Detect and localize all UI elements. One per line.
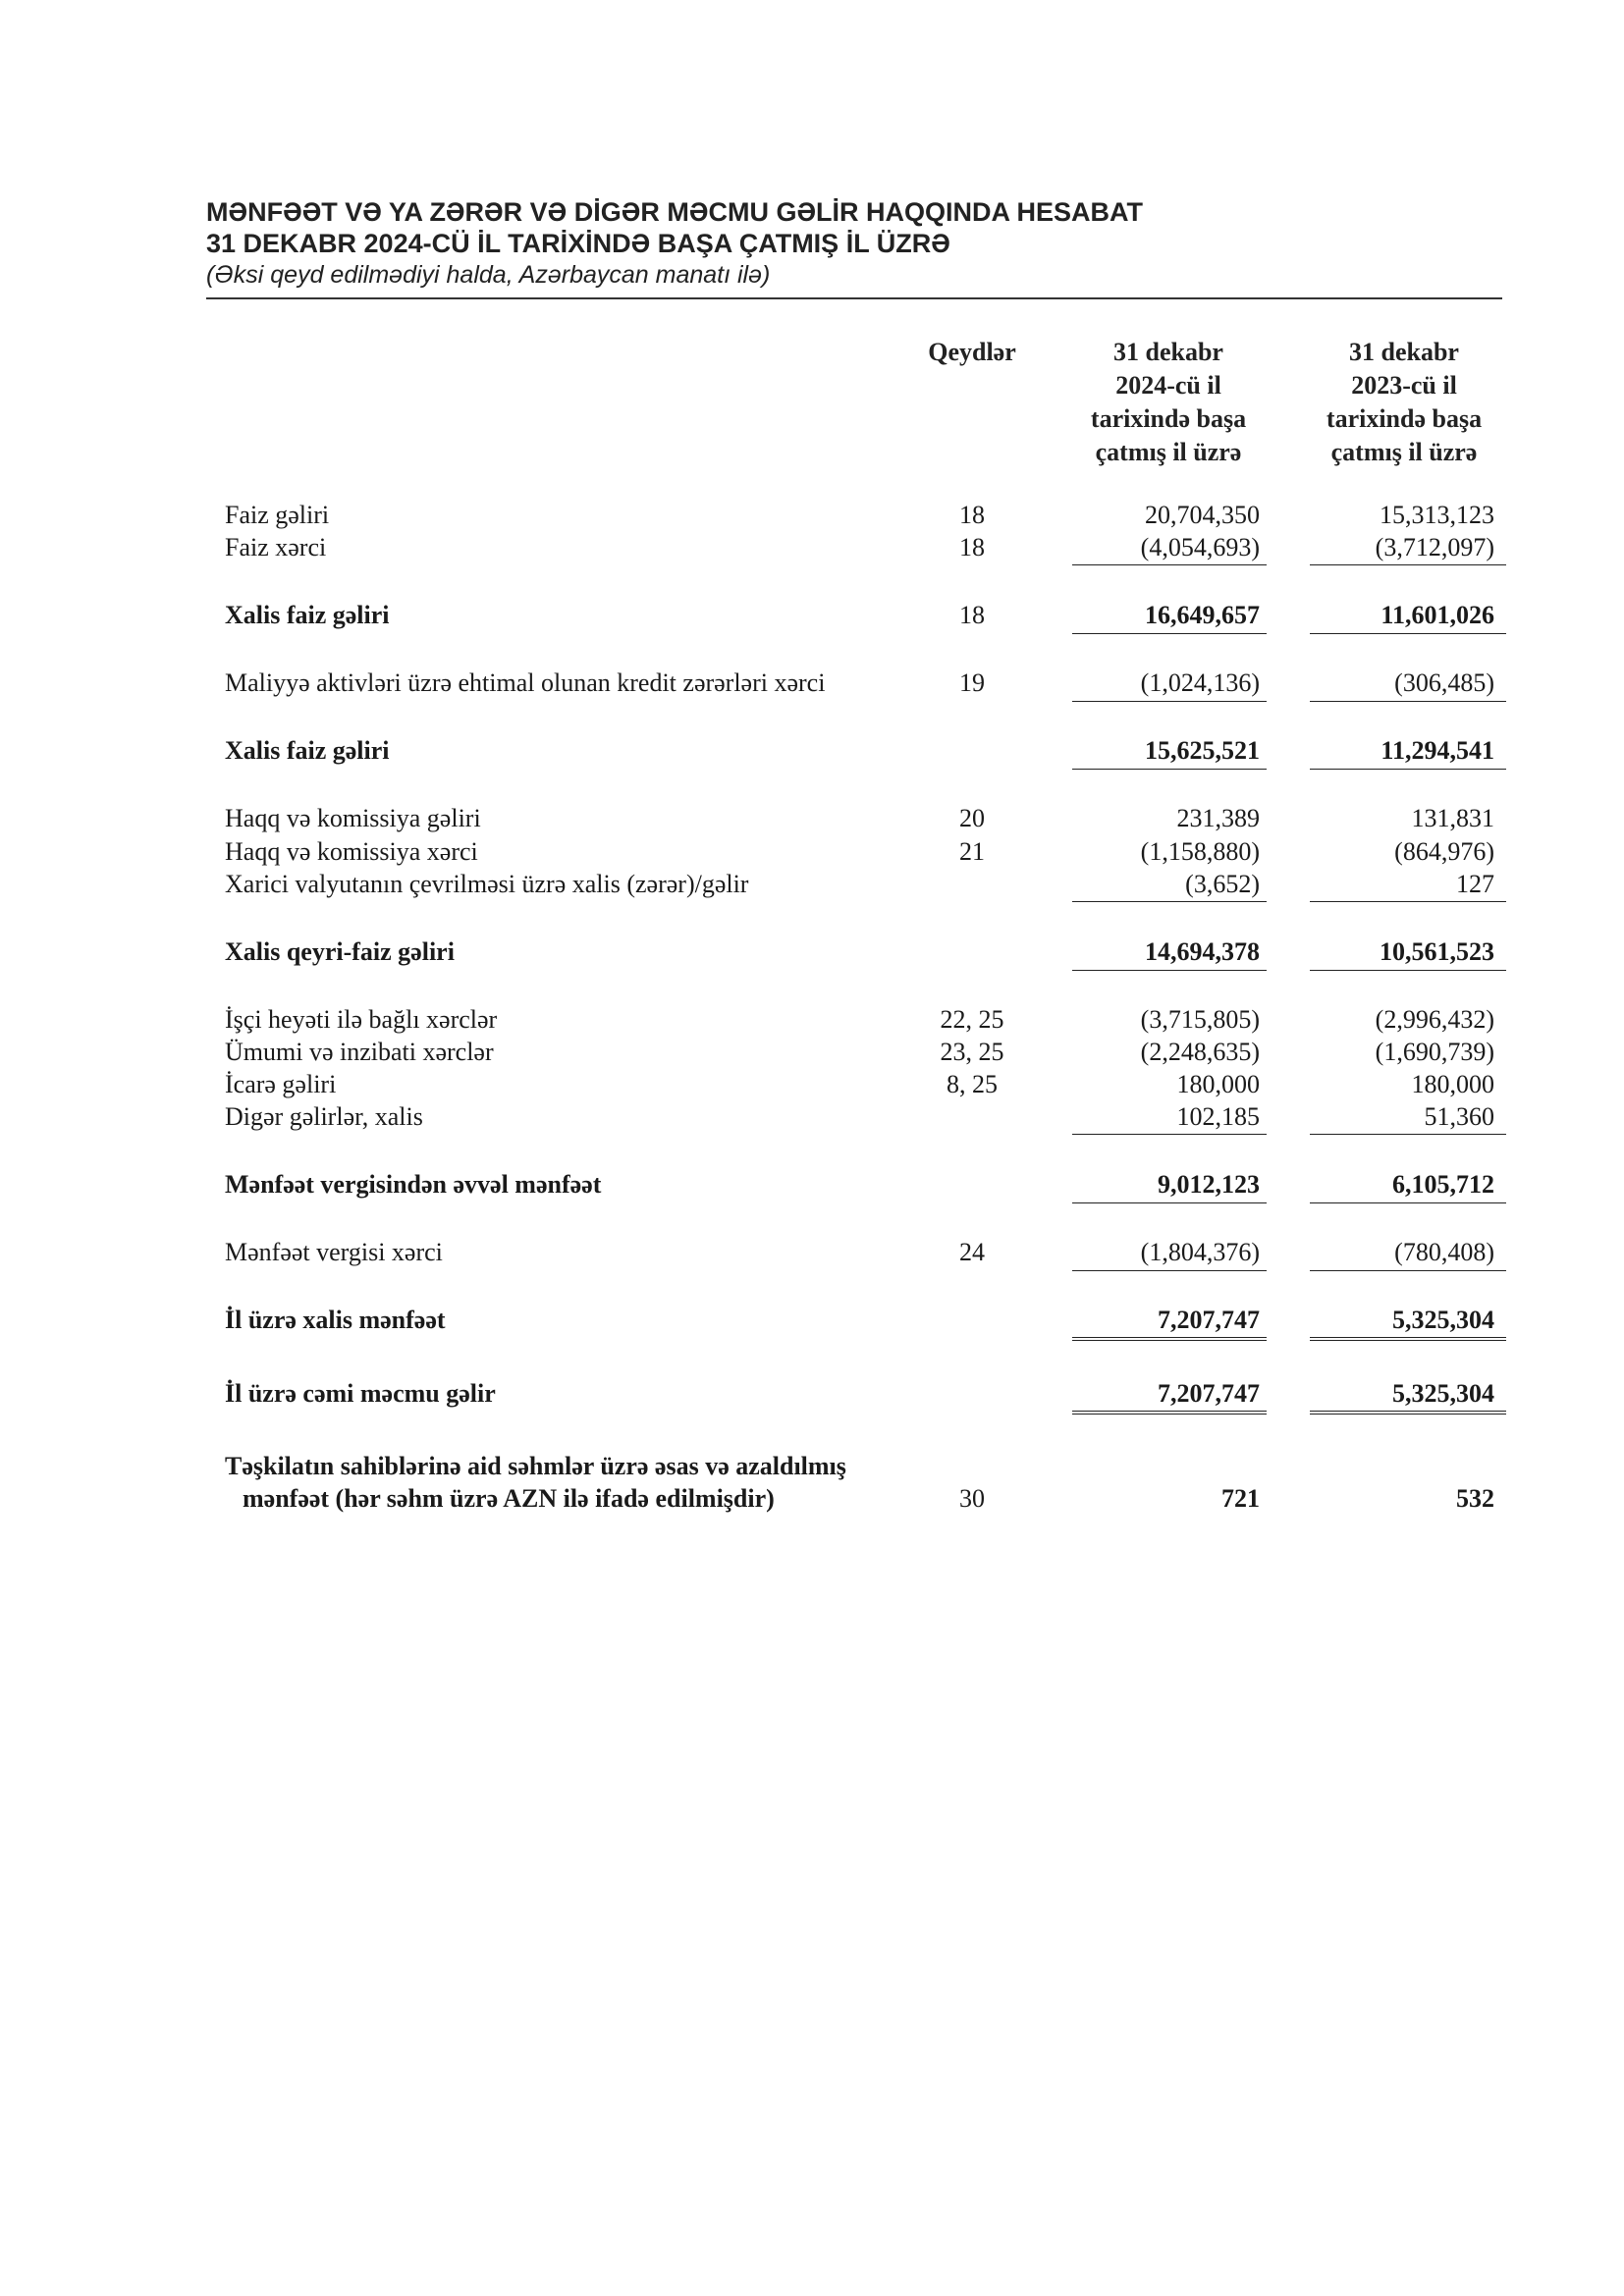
row-value-2023: (3,712,097) [1375, 533, 1494, 561]
row-value-2023: 6,105,712 [1392, 1170, 1494, 1199]
row-note: 18 [959, 533, 985, 561]
subtotal-rule [1072, 901, 1267, 902]
row-value-2023: (864,976) [1394, 837, 1494, 866]
row-value-2024: (1,804,376) [1140, 1238, 1260, 1266]
row-value-2024: 7,207,747 [1158, 1379, 1260, 1408]
row-label: Maliyyə aktivləri üzrə ehtimal olunan kredit zərərləri xərci [225, 668, 826, 697]
row-note: 19 [959, 668, 985, 697]
row-label: Mənfəət vergisi xərci [225, 1238, 443, 1266]
row-value-2024: 180,000 [1176, 1070, 1260, 1098]
row-value-2023: (1,690,739) [1375, 1038, 1494, 1066]
row-value-2024: (1,024,136) [1140, 668, 1260, 697]
row-label-line2: mənfəət (hər səhm üzrə AZN ilə ifadə edilmişdir) [243, 1484, 775, 1513]
table-row [0, 1168, 1624, 1201]
subtotal-rule [1310, 1202, 1506, 1203]
row-value-2024: 15,625,521 [1145, 736, 1260, 765]
subtotal-rule [1072, 564, 1267, 565]
row-value-2024: 721 [1221, 1484, 1260, 1513]
row-note: 30 [959, 1484, 985, 1513]
table-row [0, 1068, 1624, 1101]
table-row [0, 1450, 1624, 1483]
table-row [0, 499, 1624, 532]
row-label: İcarə gəliri [225, 1070, 337, 1098]
report-header [206, 196, 1502, 291]
row-value-2024: 16,649,657 [1145, 601, 1260, 629]
subtotal-rule [1310, 564, 1506, 565]
row-value-2024: 9,012,123 [1158, 1170, 1260, 1199]
row-value-2024: (3,652) [1185, 870, 1260, 898]
table-row [0, 1003, 1624, 1037]
table-row [0, 1100, 1624, 1134]
row-value-2023: 127 [1456, 870, 1494, 898]
total-double-rule [1310, 1337, 1506, 1341]
table-row [0, 531, 1624, 564]
table-row [0, 802, 1624, 835]
row-label: Digər gəlirlər, xalis [225, 1102, 423, 1131]
row-value-2023: 5,325,304 [1392, 1379, 1494, 1408]
subtotal-rule [1310, 1134, 1506, 1135]
report-title: MƏNFƏƏT VƏ YA ZƏRƏR VƏ DİGƏR MƏCMU GƏLİR HAQQINDA HESABAT [206, 197, 1144, 227]
subtotal-rule [1310, 1270, 1506, 1271]
row-note: 8, 25 [947, 1070, 998, 1098]
row-label: Xalis faiz gəliri [225, 601, 390, 629]
subtotal-rule [1072, 970, 1267, 971]
row-value-2024: (4,054,693) [1140, 533, 1260, 561]
row-note: 18 [959, 601, 985, 629]
row-value-2024: 102,185 [1176, 1102, 1260, 1131]
row-value-2023: 11,601,026 [1380, 601, 1494, 629]
subtotal-rule [1310, 701, 1506, 702]
table-row [0, 1482, 1624, 1516]
row-note: 21 [959, 837, 985, 866]
subtotal-rule [1072, 1202, 1267, 1203]
row-note: 18 [959, 501, 985, 529]
row-label: Haqq və komissiya gəliri [225, 804, 481, 832]
table-row [0, 935, 1624, 969]
subtotal-rule [1310, 901, 1506, 902]
row-value-2023: 180,000 [1411, 1070, 1494, 1098]
row-label-line1: Təşkilatın sahiblərinə aid səhmlər üzrə əsas və azaldılmış [225, 1452, 846, 1480]
row-value-2023: 15,313,123 [1380, 501, 1494, 529]
row-value-2024: 231,389 [1176, 804, 1260, 832]
subtotal-rule [1310, 970, 1506, 971]
row-label: İl üzrə cəmi məcmu gəlir [225, 1379, 496, 1408]
row-value-2024: 7,207,747 [1158, 1306, 1260, 1334]
col-2023-header: 31 dekabr 2023-cü il tarixində başa çatmış il üzrə [1326, 338, 1483, 466]
table-row [0, 835, 1624, 869]
table-row [0, 1304, 1624, 1337]
total-double-rule [1310, 1411, 1506, 1415]
row-label: Xalis qeyri-faiz gəliri [225, 937, 455, 966]
row-value-2024: 14,694,378 [1145, 937, 1260, 966]
row-label: Xalis faiz gəliri [225, 736, 390, 765]
row-label: Xarici valyutanın çevrilməsi üzrə xalis (zərər)/gəlir [225, 870, 749, 898]
row-value-2023: (2,996,432) [1375, 1005, 1494, 1034]
row-note: 23, 25 [940, 1038, 1004, 1066]
subtotal-rule [1310, 769, 1506, 770]
row-value-2023: 131,831 [1411, 804, 1494, 832]
subtotal-rule [1310, 633, 1506, 634]
col-2024-header: 31 dekabr 2024-cü il tarixində başa çatmış il üzrə [1090, 338, 1247, 466]
row-label: Mənfəət vergisindən əvvəl mənfəət [225, 1170, 602, 1199]
row-note: 22, 25 [940, 1005, 1004, 1034]
row-label: İl üzrə xalis mənfəət [225, 1306, 446, 1334]
row-label: Faiz xərci [225, 533, 327, 561]
total-double-rule [1072, 1411, 1267, 1415]
row-value-2023: 10,561,523 [1380, 937, 1494, 966]
table-row [0, 1377, 1624, 1411]
report-currency-note: (Əksi qeyd edilmədiyi halda, Azərbaycan manatı ilə) [206, 261, 771, 289]
table-row [0, 667, 1624, 700]
report-period: 31 DEKABR 2024-CÜ İL TARİXİNDƏ BAŞA ÇATMIŞ İL ÜZRƏ [206, 229, 950, 258]
row-label: İşçi heyəti ilə bağlı xərclər [225, 1005, 498, 1034]
notes-column-header: Qeydlər [928, 338, 1016, 366]
table-row [0, 599, 1624, 632]
row-value-2024: (1,158,880) [1140, 837, 1260, 866]
subtotal-rule [1072, 701, 1267, 702]
row-value-2024: (2,248,635) [1140, 1038, 1260, 1066]
row-note: 20 [959, 804, 985, 832]
total-double-rule [1072, 1337, 1267, 1341]
subtotal-rule [1072, 769, 1267, 770]
table-row [0, 868, 1624, 901]
table-row [0, 1236, 1624, 1269]
row-value-2023: (306,485) [1394, 668, 1494, 697]
row-label: Ümumi və inzibati xərclər [225, 1038, 494, 1066]
row-value-2023: 5,325,304 [1392, 1306, 1494, 1334]
header-divider [206, 297, 1502, 299]
subtotal-rule [1072, 1134, 1267, 1135]
subtotal-rule [1072, 633, 1267, 634]
row-label: Faiz gəliri [225, 501, 330, 529]
row-value-2023: 51,360 [1424, 1102, 1494, 1131]
row-value-2023: 11,294,541 [1380, 736, 1494, 765]
row-value-2024: (3,715,805) [1140, 1005, 1260, 1034]
row-label: Haqq və komissiya xərci [225, 837, 478, 866]
row-value-2024: 20,704,350 [1145, 501, 1260, 529]
table-row [0, 1036, 1624, 1069]
table-row [0, 734, 1624, 768]
row-note: 24 [959, 1238, 985, 1266]
row-value-2023: (780,408) [1394, 1238, 1494, 1266]
row-value-2023: 532 [1456, 1484, 1494, 1513]
subtotal-rule [1072, 1270, 1267, 1271]
